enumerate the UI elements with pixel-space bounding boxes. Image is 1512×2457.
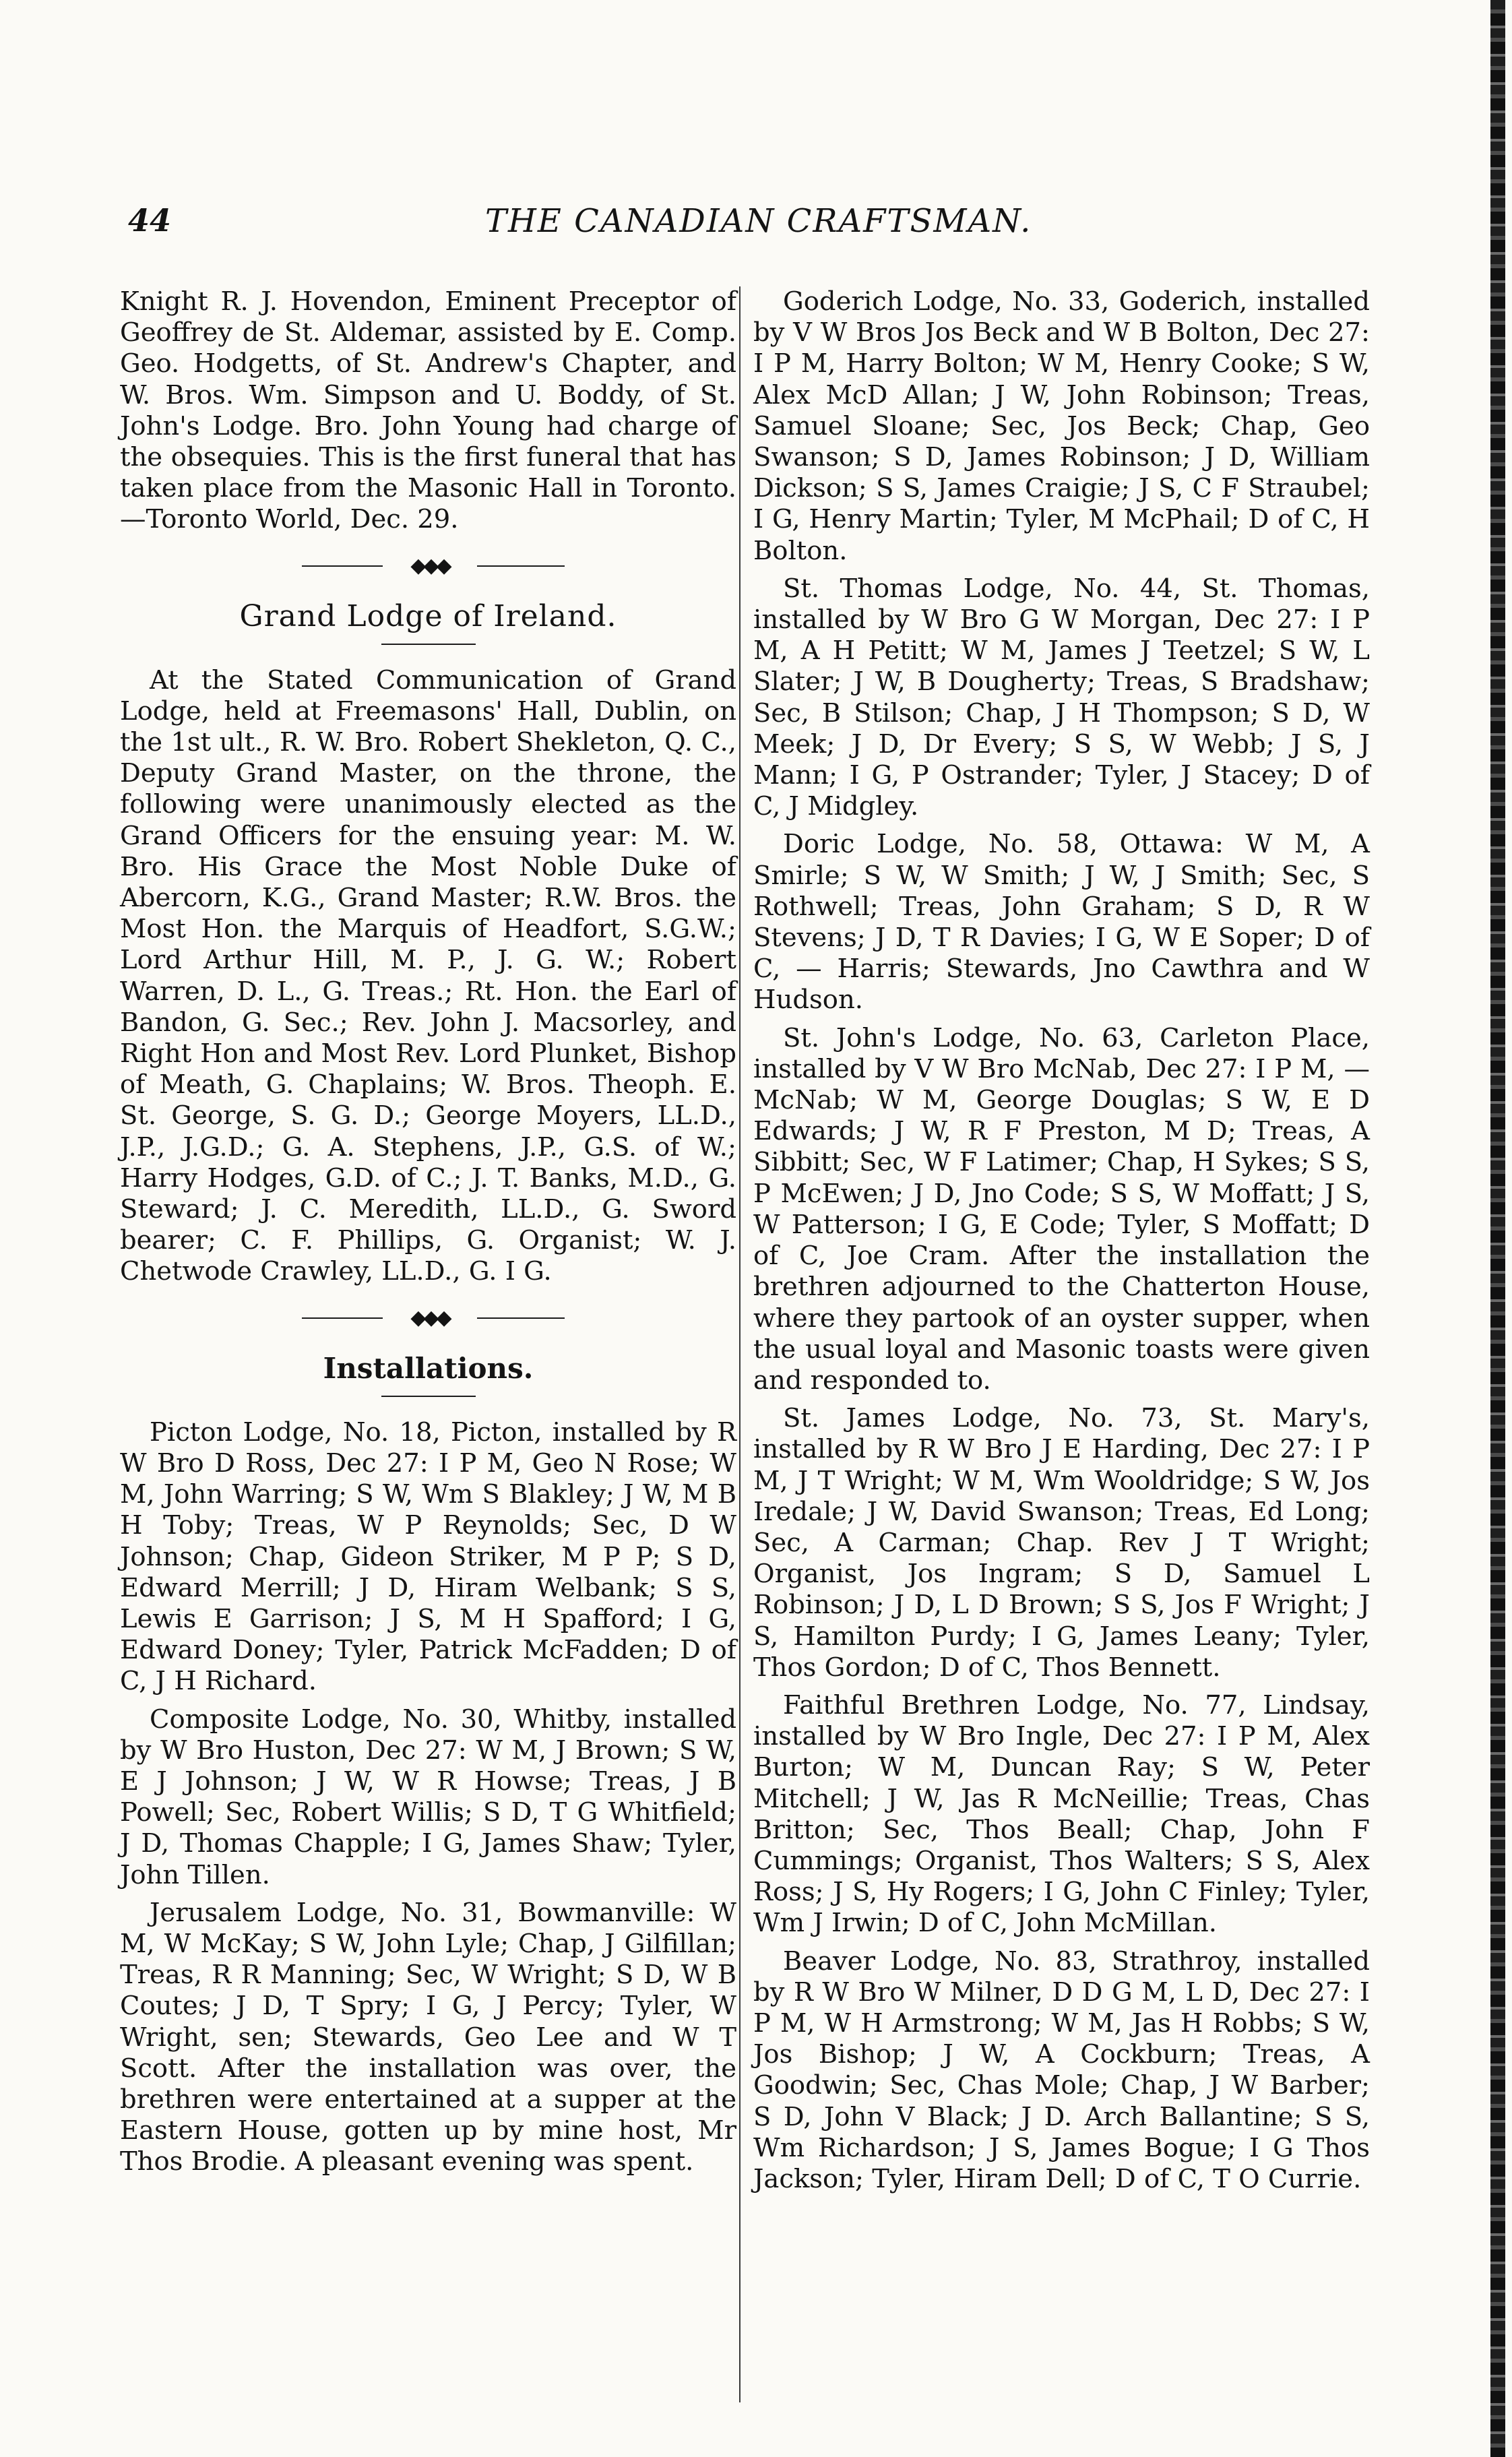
separator-rule [302,1317,383,1319]
diamond-ornament-icon: ◆◆◆ [410,1305,449,1330]
separator-rule [477,1317,565,1319]
heading-rule [381,644,476,645]
right-column [753,286,1370,2195]
section-separator [120,551,736,582]
section-separator [120,1303,736,1334]
lodge-entry: Picton Lodge, No. 18, Picton, installed by R W Bro D Ross, Dec 27: I P M, Geo N Rose; W M, John Warring; S W, Wm S Blakley; J W, M B H Toby; Treas, W P Reynolds; Sec, D W Johnson; Chap, Gideon Striker, M P P; S D, Edward Merrill; J D, Hiram Welbank; S S, Lewis E Garrison; J S, M H Spafford; I G, Edward Doney; Tyler, Patrick McFadden; D of C, J H Richard. [120,1417,736,1697]
left-column [120,286,736,2178]
lodge-entry: St. Thomas Lodge, No. 44, St. Thomas, installed by W Bro G W Morgan, Dec 27: I P M, A H Petitt; W M, James J Teetzel; S W, L Slater; J W, B Dougherty; Treas, S Bradshaw; Sec, B Stilson; Chap, J H Thompson; S D, W Meek; J D, Dr Every; S S, W Webb; J S, J Mann; I G, P Ostrander; Tyler, J Stacey; D of C, J Midgley. [753,573,1370,822]
column-divider [739,286,741,2402]
lodge-entry: St. James Lodge, No. 73, St. Mary's, installed by R W Bro J E Harding, Dec 27: I P M, J T Wright; W M, Wm Wooldridge; S W, Jos Iredale; J W, David Swanson; Treas, Ed Long; Sec, A Carman; Chap. Rev J T Wright; Organist, Jos Ingram; S D, Samuel L Robinson; J D, L D Brown; S S, Jos F Wright; J S, Hamilton Purdy; I G, James Leany; Tyler, Thos Gordon; D of C, Thos Bennett. [753,1403,1370,1683]
page-edge-strip [1490,0,1505,2457]
installations-heading: Installations. [323,1351,534,1385]
lodge-entry: Beaver Lodge, No. 83, Strathroy, installed by R W Bro W Milner, D D G M, L D, Dec 27: I P M, W H Armstrong; W M, Jas H Robbs; S W, Jos Bishop; J W, A Cockburn; Treas, A Goodwin; Sec, Chas Mole; Chap, J W Barber; S D, John V Black; J D. Arch Ballantine; S S, Wm Richardson; J S, James Bogue; I G Thos Jackson; Tyler, Hiram Dell; D of C, T O Currie. [753,1946,1370,2194]
lodge-entry: Jerusalem Lodge, No. 31, Bowmanville: W M, W McKay; S W, John Lyle; Chap, J Gilfillan; Treas, R R Manning; Sec, W Wright; S D, W B Coutes; J D, T Spry; I G, J Percy; Tyler, W Wright, sen; Stewards, Geo Lee and W T Scott. After the installation was over, the brethren were entertained at a supper at the Eastern House, gotten up by mine host, Mr Thos Brodie. A pleasant evening was spent. [120,1897,736,2177]
heading-rule [381,1396,476,1397]
grand-lodge-paragraph: At the Stated Communication of Grand Lodge, held at Freemasons' Hall, Dublin, on the 1st ult., R. W. Bro. Robert Shekleton, Q. C., Deputy Grand Master, on the throne, the following were unanimously elected as the Grand Officers for the ensuing year: M. W. Bro. His Grace the Most Noble Duke of Abercorn, K.G., Grand Master; R.W. Bros. the Most Hon. the Marquis of Headfort, S.G.W.; Lord Arthur Hill, M. P., J. G. W.; Robert Warren, D. L., G. Treas.; Rt. Hon. the Earl of Bandon, G. Sec.; Rev. John J. Macsorley, and Right Hon and Most Rev. Lord Plunket, Bishop of Meath, G. Chaplains; W. Bros. Theoph. E. St. George, S. G. D.; George Moyers, LL.D., J.P., J.G.D.; G. A. Stephens, J.P., G.S. of W.; Harry Hodges, G.D. of C.; J. T. Banks, M.D., G. Steward; J. C. Meredith, LL.D., G. Sword bearer; C. F. Phillips, G. Organist; W. J. Chetwode Crawley, LL.D., G. I G. [120,664,736,1287]
lodge-entry: St. John's Lodge, No. 63, Carleton Place, installed by V W Bro McNab, Dec 27: I P M, — McNab; W M, George Douglas; S W, E D Edwards; J W, R F Preston, M D; Treas, A Sibbitt; Sec, W F Latimer; Chap, H Sykes; S S, P McEwen; J D, Jno Code; S S, W Moffatt; J S, W Patterson; I G, E Code; Tyler, S Moffatt; D of C, Joe Cram. After the installation the brethren adjourned to the Chatterton House, where they partook of an oyster supper, when the usual loyal and Masonic toasts were given and responded to. [753,1022,1370,1396]
grand-lodge-heading: Grand Lodge of Ireland. [239,598,617,633]
lodge-entry: Faithful Brethren Lodge, No. 77, Lindsay, installed by W Bro Ingle, Dec 27: I P M, Alex Burton; W M, Duncan Ray; S W, Peter Mitchell; J W, Jas R McNeillie; Treas, Chas Britton; Sec, Thos Beall; Chap, John F Cummings; Organist, Thos Walters; S S, Alex Ross; J S, Hy Rogers; I G, John C Finley; Tyler, Wm J Irwin; D of C, John McMillan. [753,1689,1370,1939]
separator-rule [302,565,383,567]
running-title: THE CANADIAN CRAFTSMAN. [485,202,1032,240]
page-number: 44 [128,202,172,239]
separator-rule [477,565,565,567]
obituary-paragraph: Knight R. J. Hovendon, Eminent Preceptor of Geoffrey de St. Aldemar, assisted by E. Comp. Geo. Hodgetts, of St. Andrew's Chapter, and W. Bros. Wm. Simpson and U. Boddy, of St. John's Lodge. Bro. John Young had charge of the obsequies. This is the first funeral that has taken place from the Masonic Hall in Toronto.—Toronto World, Dec. 29. [120,286,736,535]
lodge-entry: Goderich Lodge, No. 33, Goderich, installed by V W Bros Jos Beck and W B Bolton, Dec 27: I P M, Harry Bolton; W M, Henry Cooke; S W, Alex McD Allan; J W, John Robinson; Treas, Samuel Sloane; Sec, Jos Beck; Chap, Geo Swanson; S D, James Robinson; J D, William Dickson; S S, James Craigie; J S, C F Straubel; I G, Henry Martin; Tyler, M McPhail; D of C, H Bolton. [753,286,1370,566]
diamond-ornament-icon: ◆◆◆ [410,553,449,578]
lodge-entry: Composite Lodge, No. 30, Whitby, installed by W Bro Huston, Dec 27: W M, J Brown; S W, E J Johnson; J W, W R Howse; Treas, J B Powell; Sec, Robert Willis; S D, T G Whitfield; J D, Thomas Chapple; I G, James Shaw; Tyler, John Tillen. [120,1704,736,1890]
lodge-entry: Doric Lodge, No. 58, Ottawa: W M, A Smirle; S W, W Smith; J W, J Smith; Sec, S Rothwell; Treas, John Graham; S D, R W Stevens; J D, T R Davies; I G, W E Soper; D of C, — Harris; Stewards, Jno Cawthra and W Hudson. [753,829,1370,1016]
